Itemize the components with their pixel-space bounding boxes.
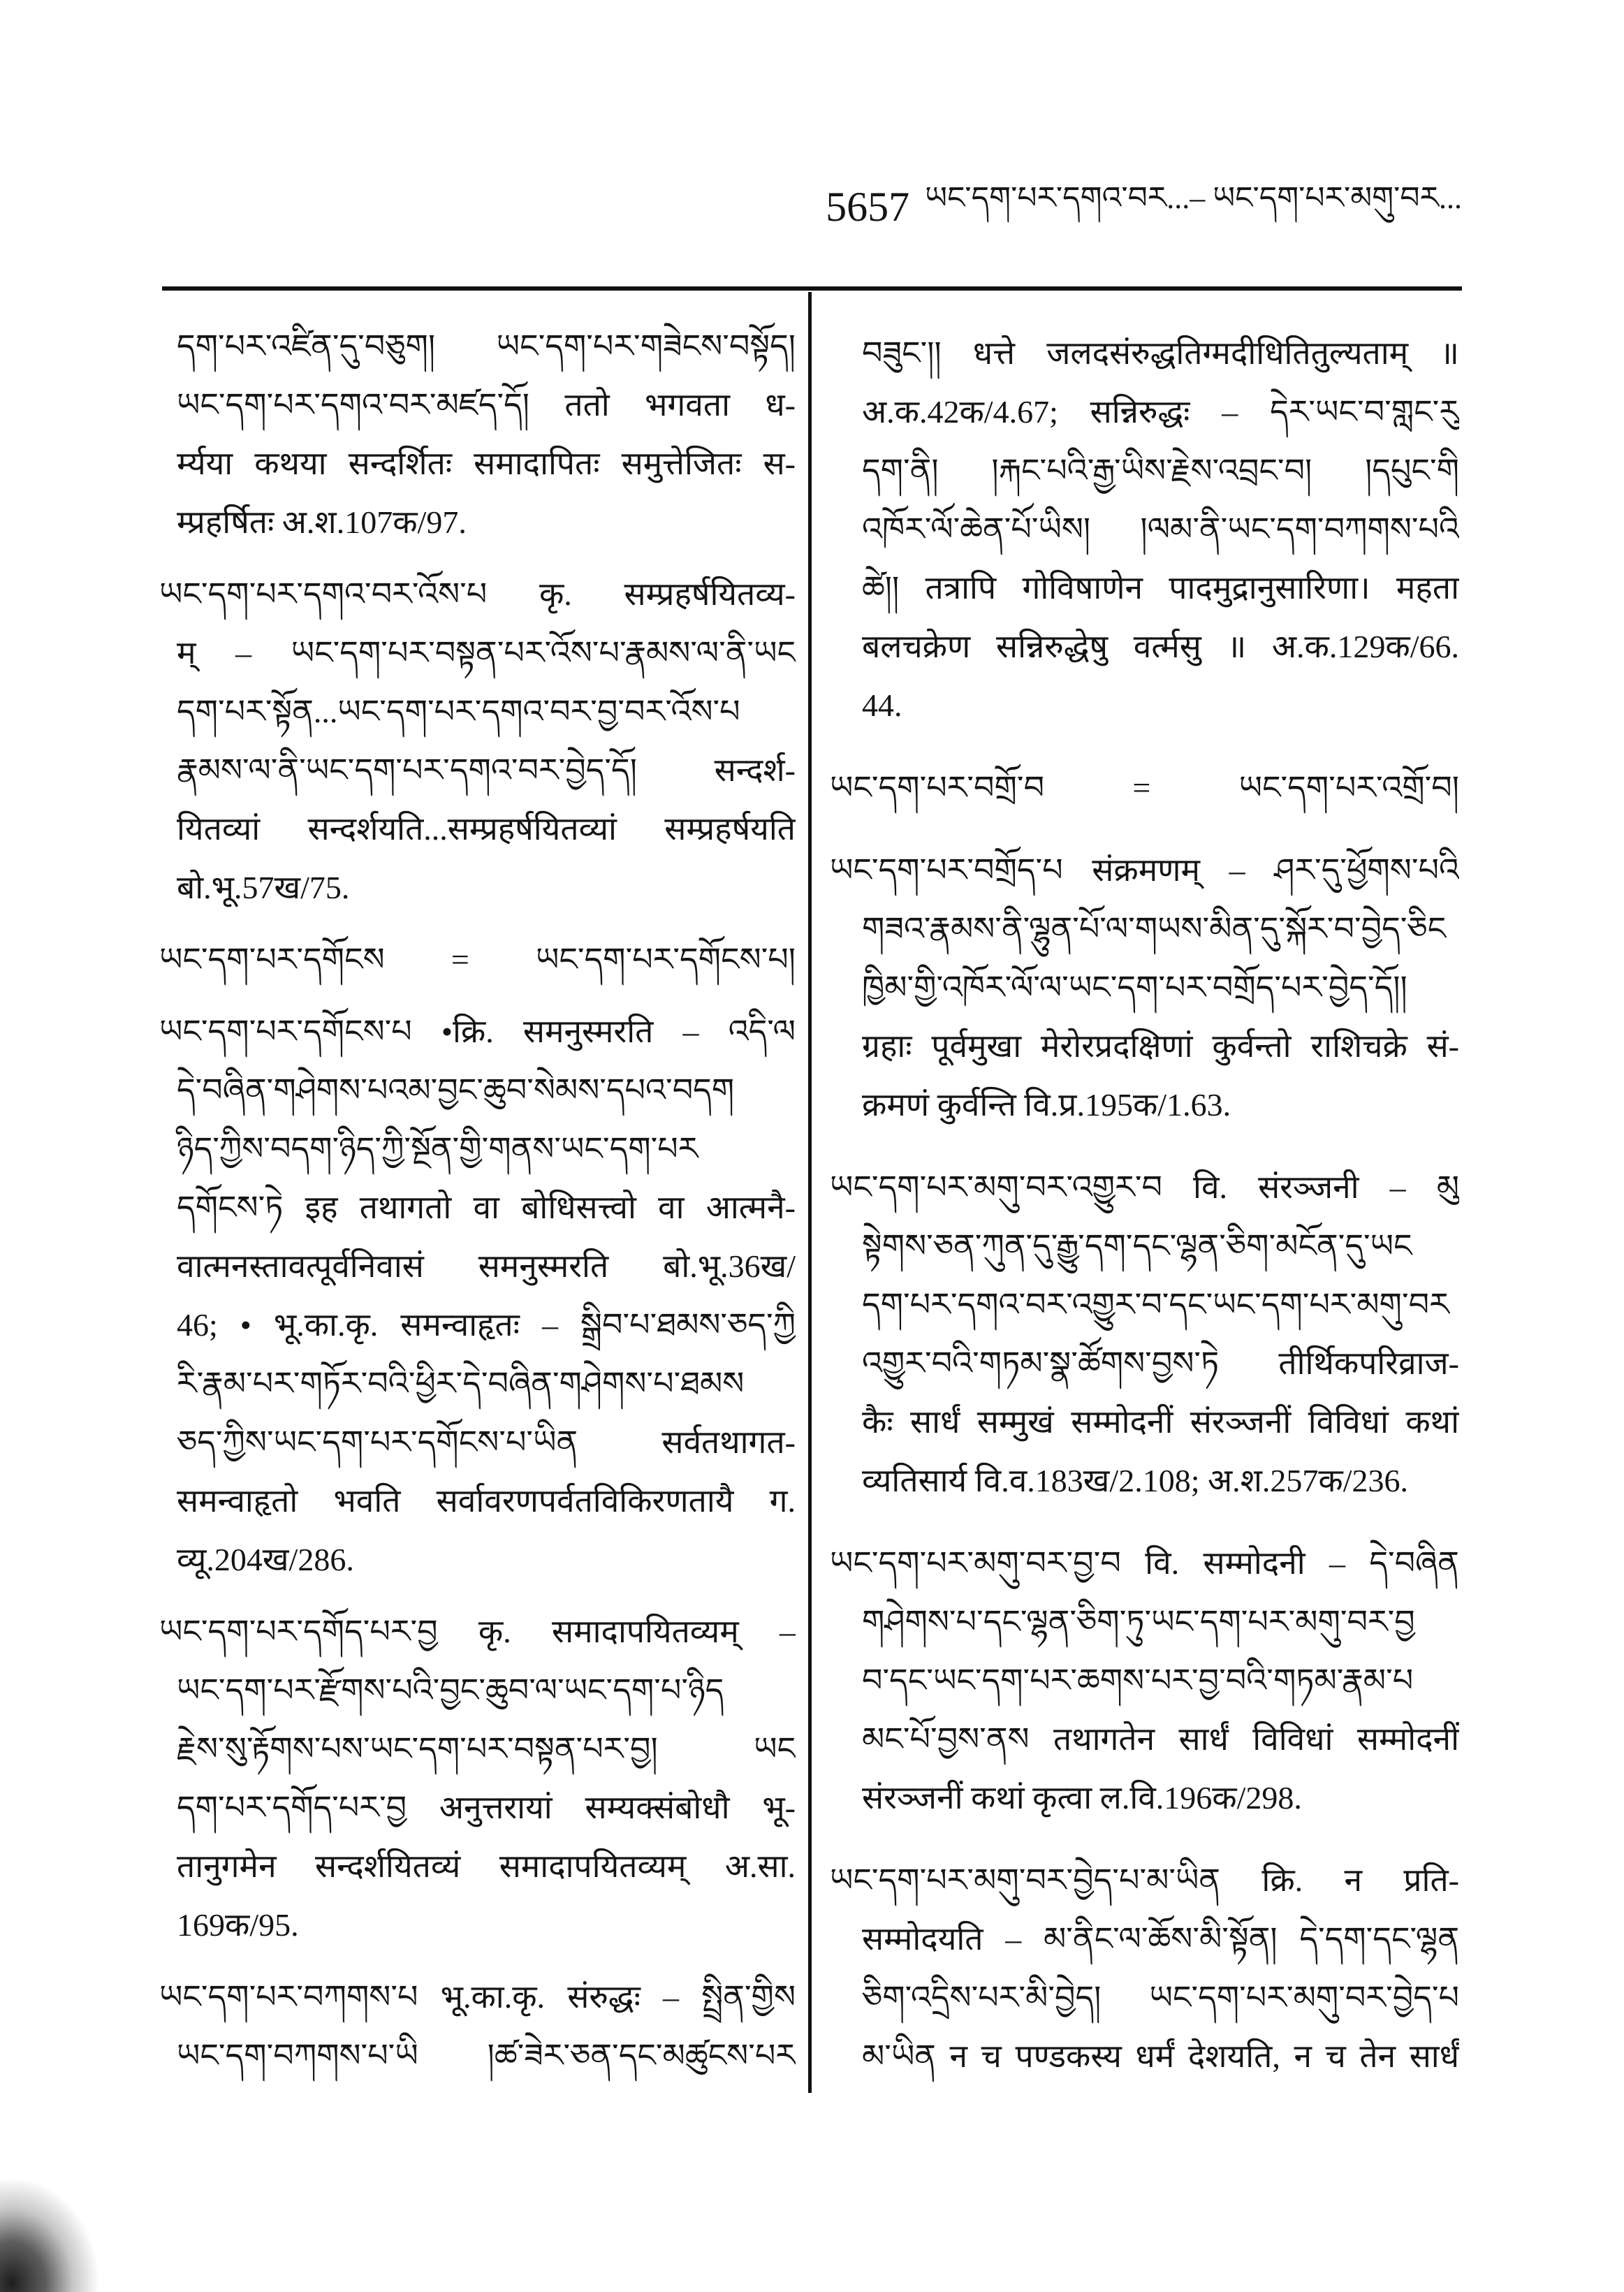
entry-line: ཚེ།། तत्रापि गोविषाणेन पादमुद्रानुसारिणा। महता (862, 570, 1459, 606)
entry-line: 44. (862, 687, 902, 723)
entry-headword-line: ཡང་དག་པར་དགོངས = ཡང་དག་པར་དགོངས་པ། (159, 942, 796, 977)
entry-headword-line: ཡང་དག་པར་མགུ་བར་བྱ་བ वि. सम्मोदनी – དེ་བཞིན (830, 1545, 1459, 1581)
entry-line: व्यू.204ख/286. (177, 1542, 354, 1577)
dictionary-cross-reference (159, 930, 796, 989)
right-column (830, 324, 1459, 2086)
page-number: 5657 (826, 183, 910, 230)
entry-line: བཟུང་།། धत्ते जलदसंरुद्धतिग्मदीधितितुल्यताम् ॥ (862, 335, 1459, 371)
entry-line: ཉིད་ཀྱིས་བདག་ཉིད་ཀྱི་སྔོན་གྱི་གནས་ཡང་དག་པར (177, 1131, 698, 1167)
entry-line: 169क/95. (177, 1907, 299, 1943)
entry-line: ཡང་དག་པར་རྫོགས་པའི་བྱང་ཆུབ་ལ་ཡང་དག་པ་ཉིད (177, 1672, 724, 1708)
dictionary-entry-continues (159, 1968, 796, 2085)
entry-line: རྣམས་ལ་ནི་ཡང་དག་པར་དགའ་བར་བྱེད་དོ། सन्दर्श- (177, 752, 796, 788)
dictionary-entry (830, 841, 1459, 1134)
dictionary-cross-reference (830, 759, 1459, 817)
entry-line: समन्वाहृतो भवति सर्वावरणपर्वतविकिरणतायै ग. (177, 1483, 796, 1519)
entry-line: व्यतिसार्य वि.व.183ख/2.108; अ.श.257क/236. (862, 1463, 1409, 1498)
entry-line: संरञ्जनीं कथां कृत्वा ल.वि.196क/298. (862, 1780, 1302, 1816)
entry-line: རི་རྣམ་པར་གཏོར་བའི་ཕྱིར་དེ་བཞིན་གཤེགས་པ་ཐམས (177, 1366, 745, 1401)
dictionary-entry-continued (830, 324, 1459, 735)
dictionary-entry (830, 1158, 1459, 1510)
entry-line: तानुगमेन सन्दर्शयितव्यं समादापयितव्यम् अ.सा. (177, 1848, 796, 1884)
guide-words: ཡང་དག་པར་དགའ་བར...– ཡང་དག་པར་མགུ་བར... (925, 181, 1462, 215)
entry-line: वात्मनस्तावत्पूर्वनिवासं समनुस्मरति बो.भू.36ख/ (177, 1248, 796, 1284)
entry-headword-line: ཡང་དག་པར་བགྲོ་བ = ཡང་དག་པར་འགྲོ་བ། (830, 770, 1459, 805)
entry-line: མང་པོ་བྱས་ནས तथागतेन सार्धं विविधां सम्मोदनीं (862, 1721, 1459, 1757)
entry-line: དག་པར་སྟོན...ཡང་དག་པར་དགའ་བར་བྱ་བར་འོས་པ (177, 694, 740, 729)
dictionary-entry (159, 1002, 796, 1589)
entry-headword-line: ཡང་དག་པར་དགོད་པར་བྱ कृ. समादापयितव्यम् – (159, 1614, 796, 1649)
entry-headword-line: ཡང་དག་པར་མགུ་བར་འགྱུར་བ वि. संरञ्जनी – མུ (830, 1169, 1459, 1205)
dictionary-entry-continued (159, 317, 796, 552)
entry-headword-line: ཡང་དག་པར་བགྲོད་པ संक्रमणम् – ཤར་དུ་ཕྱོགས་པའི (830, 852, 1459, 888)
entry-line: དག་པར་དགོད་པར་བྱ अनुत्तरायां सम्यक्संबोधौ भू- (177, 1790, 796, 1825)
entry-line: ཁྱིམ་གྱི་འཁོར་ལོ་ལ་ཡང་དག་པར་བགྲོད་པར་བྱེད་དོ།། (862, 970, 1407, 1005)
entry-line: सम्मोदयति – མ་ནིང་ལ་ཆོས་མི་སྟོན། དེ་དག་དང་ལྷན (862, 1921, 1459, 1957)
entry-line: ཅད་ཀྱིས་ཡང་དག་པར་དགོངས་པ་ཡིན सर्वतथागत- (177, 1424, 796, 1460)
entry-headword-line: ཡང་དག་པར་དགའ་བར་འོས་པ कृ. सम्प्रहर्षयितव्य- (159, 576, 796, 612)
column-divider (808, 292, 812, 2093)
entry-line: དག་པར་དགའ་བར་འགྱུར་བ་དང་ཡང་དག་པར་མགུ་བར (862, 1287, 1449, 1322)
entry-line: ग्रहाः पूर्वमुखा मेरोरप्रदक्षिणां कुर्वन्तो राशिचक्रे सं- (862, 1028, 1459, 1064)
entry-line: ཅིག་འདྲིས་པར་མི་བྱེད། ཡང་དག་པར་མགུ་བར་བྱེད་པ (862, 1980, 1459, 2015)
entry-line: དགོངས་ཏེ इह तथागतो वा बोधिसत्त्वो वा आत्मनै- (177, 1190, 796, 1225)
entry-line: དག་པར་འཛིན་དུ་བཅུག། ཡང་དག་པར་གཟེངས་བསྟོད། (177, 328, 796, 364)
entry-headword-line: ཡང་དག་པར་བཀགས་པ भू.का.कृ. संरुद्धः – སྤྲིན་གྱིས (159, 1979, 796, 2015)
entry-line: म्प्रहर्षितः अ.श.107क/97. (177, 504, 467, 540)
entry-line: བ་དང་ཡང་དག་པར་ཆགས་པར་བྱ་བའི་གཏམ་རྣམ་པ (862, 1663, 1414, 1698)
entry-line: म् – ཡང་དག་པར་བསྟན་པར་འོས་པ་རྣམས་ལ་ནི་ཡང (177, 635, 796, 671)
entry-line: बलचक्रेण सन्निरुद्धेषु वर्त्मसु ॥ अ.क.129क/66. (862, 629, 1459, 664)
entry-line: र्म्यया कथया सन्दर्शितः समादापितः समुत्तेजितः स- (177, 446, 796, 481)
entry-line: མ་ཡིན न च पण्डकस्य धर्मं देशयति, न च तेन सार्धं (862, 2038, 1459, 2074)
dictionary-entry (159, 565, 796, 917)
entry-line: 46; • भू.का.कृ. समन्वाहृतः – སྒྲིབ་པ་ཐམས་ཅད་ཀྱི (177, 1307, 796, 1343)
entry-headword-line: ཡང་དག་པར་དགོངས་པ •क्रि. समनुस्मरति – འདི་ལ (159, 1014, 796, 1049)
scan-smudge (0, 2180, 98, 2292)
entry-line: དག་ནི། །རྐང་པའི་རྒྱ་ཡིས་རྗེས་འབྲང་བ། །དཔུང་གི (862, 453, 1459, 488)
entry-line: बो.भू.57ख/75. (177, 870, 350, 905)
dictionary-entry-continues (830, 1851, 1459, 2086)
left-column (159, 317, 796, 2085)
entry-line: གཤེགས་པ་དང་ལྷན་ཅིག་ཏུ་ཡང་དག་པར་མགུ་བར་བྱ (862, 1604, 1415, 1640)
entry-line: ཡང་དག་པར་དགའ་བར་མཛད་དོ། ततो भगवता ध- (177, 387, 796, 423)
page-header (826, 173, 1462, 240)
entry-line: ཡང་དག་བཀགས་པ་ཡི །ཚ་ཟེར་ཅན་དང་མཚུངས་པར (177, 2038, 796, 2073)
entry-line: क्रमणं कुर्वन्ति वि.प्र.195क/1.63. (862, 1087, 1231, 1123)
entry-line: འགྱུར་བའི་གཏམ་སྣ་ཚོགས་བྱས་ཏེ तीर्थिकपरिव्राज- (862, 1345, 1459, 1381)
entry-line: སྟེགས་ཅན་ཀུན་དུ་རྒྱུ་དག་དང་ལྷན་ཅིག་མངོན་དུ་ཡང (862, 1228, 1412, 1264)
entry-line: कैः सार्धं सम्मुखं सम्मोदनीं संरञ्जनीं विविधां कथां (862, 1404, 1459, 1440)
entry-line: यितव्यां सन्दर्शयति...सम्प्रहर्षयितव्यां सम्प्रहर्षयति (177, 811, 796, 847)
entry-line: རྗེས་སུ་རྟོགས་པས་ཡང་དག་པར་བསྟན་པར་བྱ། ཡང (177, 1731, 796, 1767)
header-rule (162, 286, 1462, 291)
entry-line: གཟའ་རྣམས་ནི་ལྷུན་པོ་ལ་གཡས་མིན་དུ་སྐོར་བ་བྱེད་ཅིང (862, 911, 1447, 947)
entry-line: འཁོར་ལོ་ཆེན་པོ་ཡིས། །ལམ་ནི་ཡང་དག་བཀགས་པའི (862, 511, 1459, 547)
entry-headword-line: ཡང་དག་པར་མགུ་བར་བྱེད་པ་མ་ཡིན क्रि. न प्रति- (830, 1862, 1459, 1898)
dictionary-entry (830, 1534, 1459, 1827)
dictionary-entry (159, 1603, 796, 1955)
entry-line: अ.क.42क/4.67; सन्निरुद्धः – དེར་ཡང་བ་གླང་རུ (862, 394, 1459, 430)
entry-line: དེ་བཞིན་གཤེགས་པའམ་བྱང་ཆུབ་སེམས་དཔའ་བདག (177, 1072, 735, 1108)
